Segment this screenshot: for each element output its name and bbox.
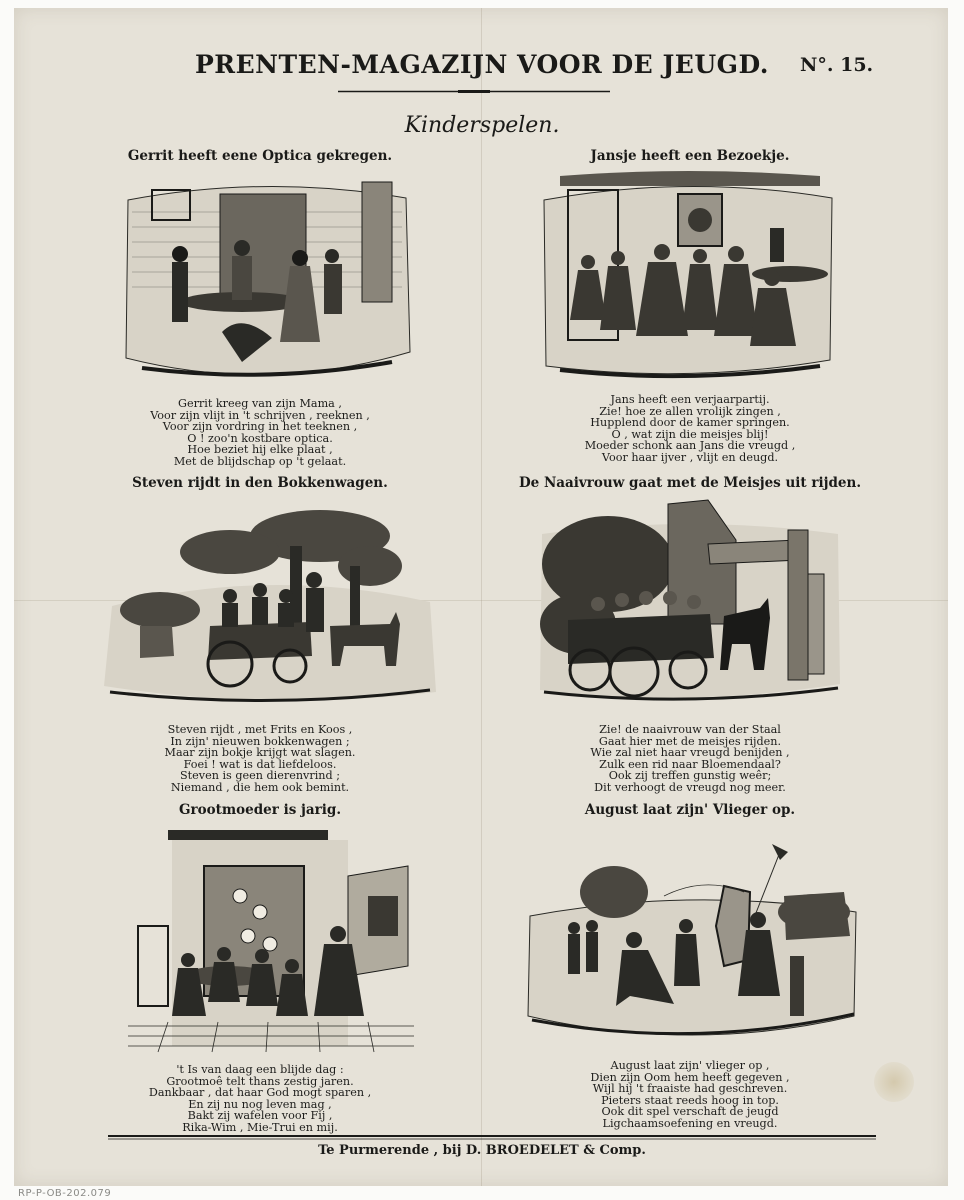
bottom-double-rule bbox=[108, 1135, 876, 1140]
fold-line-vertical bbox=[481, 8, 482, 1186]
illustration-bezoekje bbox=[540, 170, 836, 388]
panel-heading-bokkenwagen: Steven rijdt in den Bokkenwagen. bbox=[132, 475, 388, 491]
illustration-naaivrouw bbox=[538, 494, 844, 716]
verse-line: Dien zijn Oom hem heeft gegeven , bbox=[590, 1070, 790, 1084]
foxing-stain bbox=[874, 1062, 914, 1102]
verse-line: Voor zijn vlijt in 't schrijven , reeknen , bbox=[150, 408, 370, 422]
verse-line: Ligchaamsoefening en vreugd. bbox=[602, 1116, 778, 1130]
panel-verse-naaivrouw bbox=[470, 724, 910, 794]
verse-line: Voor zijn vordring in het teeknen , bbox=[162, 420, 358, 434]
verse-line: O ! zoo'n kostbare optica. bbox=[187, 431, 333, 445]
illustration-grootmoeder bbox=[128, 826, 414, 1058]
verse-line: Zulk een rid naar Bloemendaal? bbox=[599, 757, 781, 771]
verse-line: Foei ! wat is dat liefdeloos. bbox=[183, 757, 337, 771]
verse-line: Dankbaar , dat haar God mogt sparen , bbox=[148, 1086, 372, 1100]
sheet-number: N°. 15. bbox=[800, 54, 874, 76]
verse-line: Hoe beziet hij elke plaat , bbox=[187, 443, 333, 457]
section-subtitle: Kinderspelen. bbox=[404, 113, 560, 138]
verse-line: Steven rijdt , met Frits en Koos , bbox=[167, 723, 353, 736]
verse-line: Met de blijdschap op 't gelaat. bbox=[173, 454, 347, 468]
panel-verse-grootmoeder bbox=[40, 1064, 480, 1134]
verse-line: En zij nu nog leven mag , bbox=[188, 1097, 332, 1111]
verse-line: Voor haar ijver , vlijt en deugd. bbox=[601, 450, 779, 464]
panel-heading-naaivrouw: De Naaivrouw gaat met de Meisjes uit rijden. bbox=[518, 475, 862, 491]
panel-heading-grootmoeder: Grootmoeder is jarig. bbox=[178, 802, 342, 818]
verse-line: Rika-Wim , Mie-Trui en mij. bbox=[182, 1120, 338, 1134]
illustration-bokkenwagen bbox=[100, 506, 440, 716]
ornamental-rule bbox=[338, 90, 610, 93]
verse-line: Zie! hoe ze allen vrolijk zingen , bbox=[599, 404, 781, 418]
illustration-vlieger bbox=[524, 836, 862, 1054]
verse-line: Ook zij treffen gunstig weêr; bbox=[608, 769, 772, 783]
panel-heading-vlieger: August laat zijn' Vlieger op. bbox=[584, 802, 796, 818]
panel-verse-optica bbox=[40, 398, 480, 468]
verse-line: Ook dit spel verschaft de jeugd bbox=[601, 1105, 779, 1119]
verse-line: 't Is van daag een blijde dag : bbox=[176, 1063, 344, 1076]
verse-line: Wie zal niet haar vreugd benijden , bbox=[590, 746, 790, 760]
verse-line: Grootmoê telt thans zestig jaren. bbox=[166, 1074, 354, 1088]
verse-line: O , wat zijn die meisjes blij! bbox=[611, 427, 769, 441]
accession-number: RP-P-OB-202.079 bbox=[18, 1188, 112, 1199]
verse-line: Hupplend door de kamer springen. bbox=[590, 416, 790, 430]
verse-line: Dit verhoogt de vreugd nog meer. bbox=[594, 780, 786, 794]
verse-line: Niemand , die hem ook bemint. bbox=[170, 780, 350, 794]
verse-line: Gaat hier met de meisjes rijden. bbox=[598, 734, 782, 748]
verse-line: Steven is geen dierenvrind ; bbox=[180, 769, 340, 783]
sheet-title: PRENTEN-MAGAZIJN VOOR DE JEUGD. bbox=[195, 50, 769, 79]
panel-heading-bezoekje: Jansje heeft een Bezoekje. bbox=[590, 148, 790, 164]
publisher-imprint: Te Purmerende , bij D. BROEDELET & Comp. bbox=[318, 1143, 646, 1158]
verse-line: Zie! de naaivrouw van der Staal bbox=[599, 723, 781, 736]
verse-line: Bakt zij wafelen voor Fij , bbox=[187, 1109, 333, 1123]
verse-line: Wijl hij 't fraaiste had geschreven. bbox=[592, 1082, 788, 1096]
verse-line: Gerrit kreeg van zijn Mama , bbox=[178, 397, 342, 410]
panel-heading-optica: Gerrit heeft eene Optica gekregen. bbox=[127, 148, 393, 164]
verse-line: Jans heeft een verjaarpartij. bbox=[610, 393, 770, 406]
verse-line: Moeder schonk aan Jans die vreugd , bbox=[584, 439, 796, 453]
verse-line: Pieters staat reeds hoog in top. bbox=[601, 1093, 779, 1107]
panel-verse-bezoekje bbox=[470, 394, 910, 464]
panel-verse-bokkenwagen bbox=[40, 724, 480, 794]
illustration-optica bbox=[122, 172, 412, 390]
verse-line: Maar zijn bokje krijgt wat slagen. bbox=[164, 746, 356, 760]
verse-line: In zijn' nieuwen bokkenwagen ; bbox=[170, 734, 350, 748]
panel-verse-vlieger bbox=[470, 1060, 910, 1130]
verse-line: August laat zijn' vlieger op , bbox=[610, 1059, 770, 1072]
